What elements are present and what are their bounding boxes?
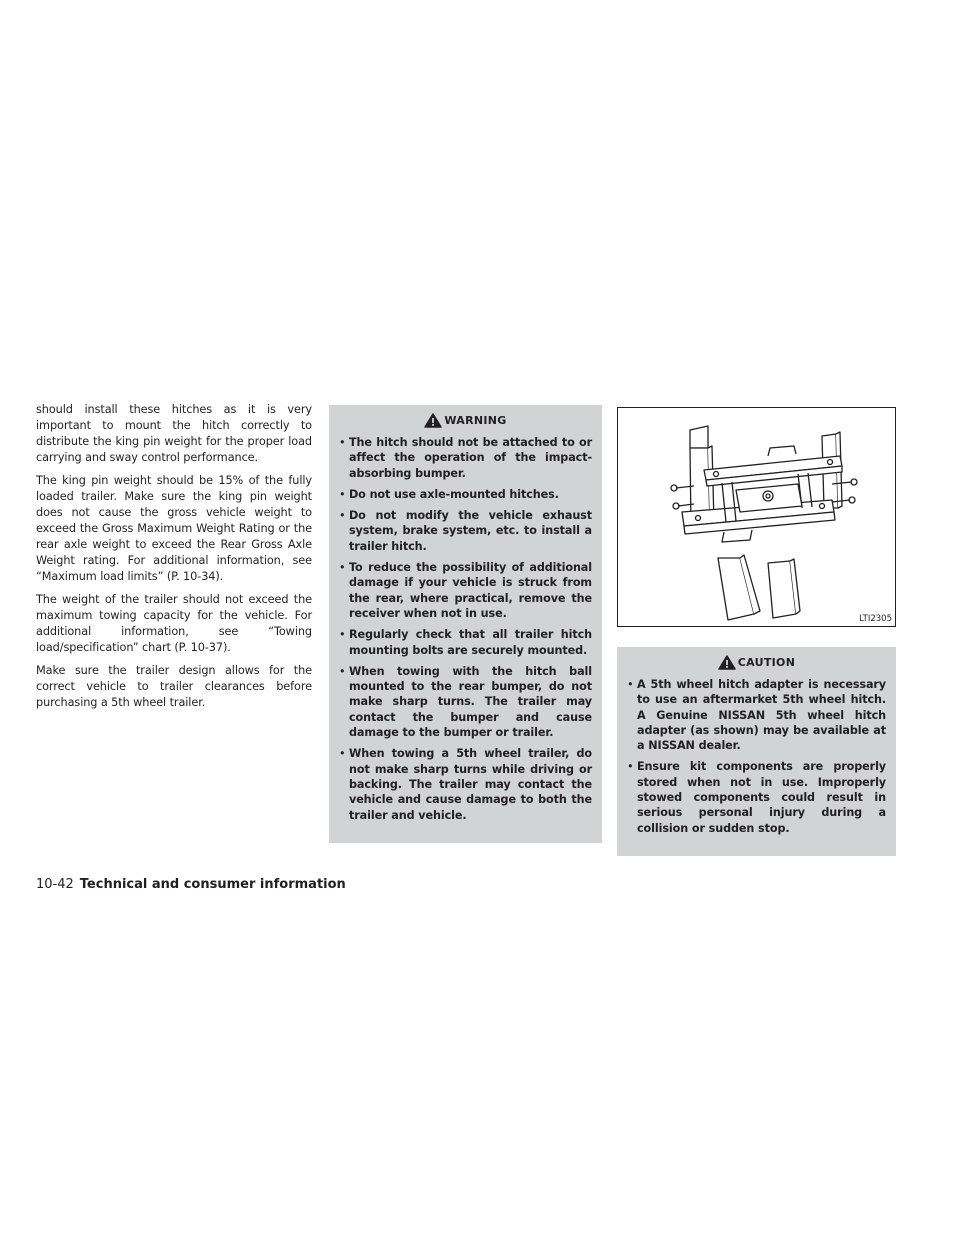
warning-title: WARNING bbox=[444, 413, 507, 427]
caution-title: CAUTION bbox=[737, 655, 796, 669]
warning-item-text: The hitch should not be attached to or affect the operation of the impact-absorbing bumper. bbox=[349, 436, 592, 480]
caution-box bbox=[617, 647, 896, 856]
caution-list bbox=[627, 677, 886, 836]
bullet-icon: • bbox=[339, 561, 346, 575]
body-paragraph: The king pin weight should be 15% of the fully loaded trailer. Make sure the king pin weight does not cause the gross vehicle weight to exceed the Gross Maximum Weight Rating or the rear axle weight to exceed the Rear Gross Axle Weight rating. For additional information, see “Maximum load limits” (P. 10-34). bbox=[36, 474, 312, 583]
body-paragraph: Make sure the trailer design allows for the correct vehicle to trailer clearances before purchasing a 5th wheel trailer. bbox=[36, 664, 312, 709]
bullet-icon: • bbox=[339, 628, 346, 642]
caution-item-text: A 5th wheel hitch adapter is necessary to use an aftermarket 5th wheel hitch. A Genuine NISSAN 5th wheel hitch adapter (as shown) may be available at a NISSAN dealer. bbox=[637, 678, 886, 753]
warning-header bbox=[339, 411, 592, 429]
section-title: Technical and consumer information bbox=[79, 877, 346, 892]
caution-triangle-icon bbox=[718, 655, 736, 670]
warning-triangle-icon bbox=[424, 413, 442, 428]
caution-item bbox=[627, 677, 886, 753]
warning-item bbox=[339, 746, 592, 822]
warning-item-text: Do not modify the vehicle exhaust system, brake system, etc. to install a trailer hitch. bbox=[349, 509, 592, 553]
warning-item bbox=[339, 435, 592, 481]
warning-item bbox=[339, 664, 592, 740]
bullet-icon: • bbox=[339, 436, 346, 449]
figure-caution-column bbox=[617, 407, 896, 856]
bullet-icon: • bbox=[627, 678, 634, 691]
bullet-icon: • bbox=[339, 509, 346, 523]
warning-box bbox=[329, 405, 602, 843]
warning-item bbox=[339, 627, 592, 658]
caution-header bbox=[627, 653, 886, 671]
body-paragraph: should install these hitches as it is very important to mount the hitch correctly to distribute the king pin weight for the proper load carrying and sway control performance. bbox=[36, 403, 312, 464]
warning-item-text: Do not use axle-mounted hitches. bbox=[349, 487, 559, 501]
warning-item-text: When towing with the hitch ball mounted to the rear bumper, do not make sharp turns. The trailer may contact the bumper and cause damage to the bumper or trailer. bbox=[349, 664, 592, 740]
body-text-column bbox=[36, 402, 312, 718]
bullet-icon: • bbox=[339, 747, 346, 761]
warning-item-text: Regularly check that all trailer hitch mounting bolts are securely mounted. bbox=[349, 628, 592, 657]
figure-code: LTI2305 bbox=[859, 614, 892, 624]
page-footer bbox=[36, 877, 346, 892]
warning-item bbox=[339, 560, 592, 621]
bullet-icon: • bbox=[339, 487, 346, 501]
warning-item bbox=[339, 487, 592, 502]
bullet-icon: • bbox=[627, 760, 634, 774]
hitch-adapter-illustration bbox=[617, 407, 896, 627]
warning-item bbox=[339, 508, 592, 554]
body-paragraph: The weight of the trailer should not exceed the maximum towing capacity for the vehicle. For additional information, see “Towing load/specification” chart (P. 10-37). bbox=[36, 593, 312, 654]
bullet-icon: • bbox=[339, 664, 346, 678]
warning-item-text: When towing a 5th wheel trailer, do not make sharp turns while driving or backing. The trailer may contact the vehicle and cause damage to both the trailer and vehicle. bbox=[349, 747, 592, 822]
warning-item-text: To reduce the possibility of additional damage if your vehicle is struck from the rear, where practical, remove the receiver when not in use. bbox=[349, 561, 592, 620]
caution-item-text: Ensure kit components are properly stored when not in use. Improperly stowed components could result in serious personal injury during a collision or sudden stop. bbox=[637, 760, 886, 835]
caution-item bbox=[627, 759, 886, 835]
warning-list bbox=[339, 435, 592, 823]
warning-column bbox=[329, 405, 602, 843]
hitch-adapter-drawing bbox=[618, 408, 895, 626]
page-number: 10-42 bbox=[36, 877, 74, 892]
